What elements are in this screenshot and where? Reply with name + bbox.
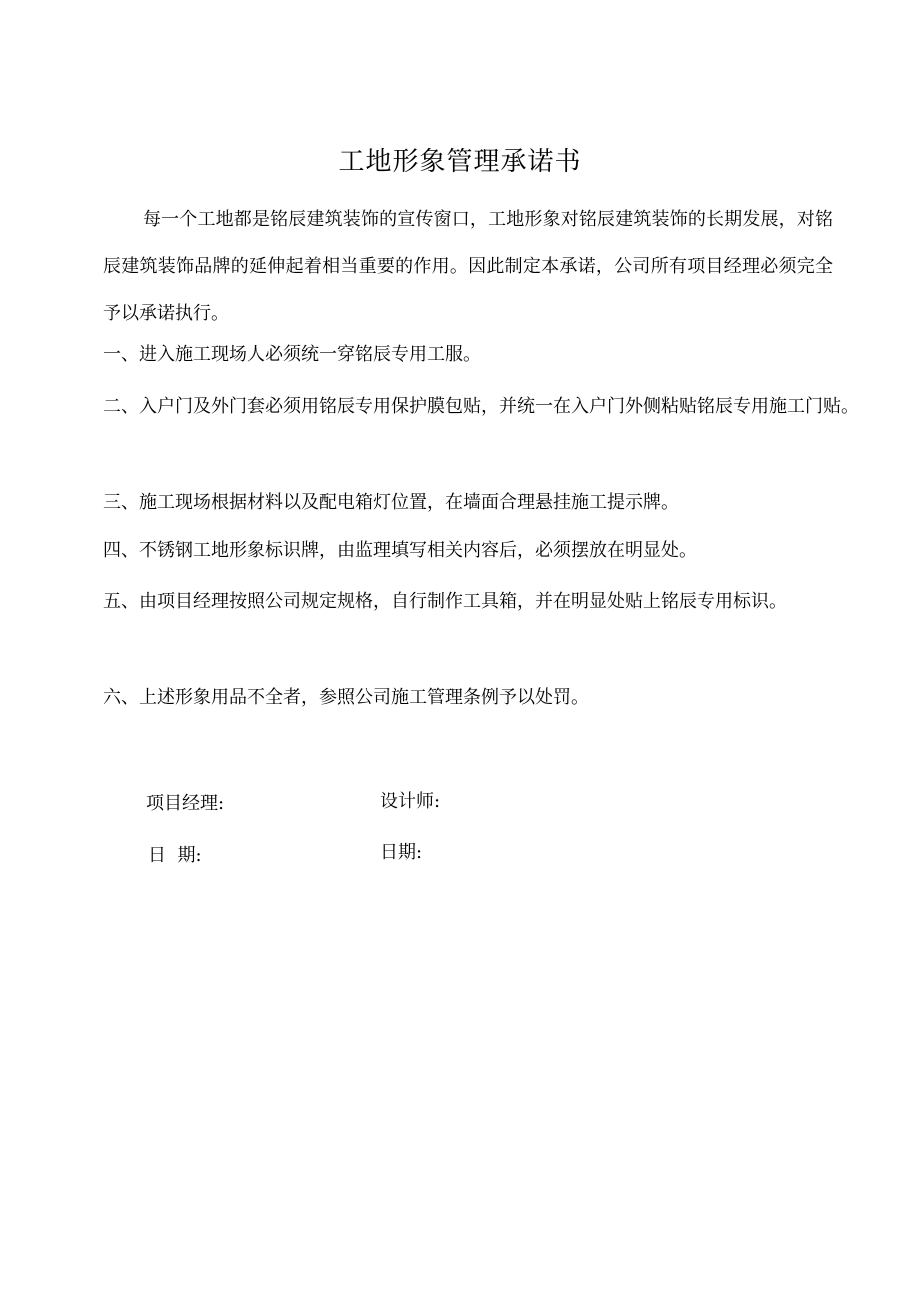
clause-5 [103, 578, 865, 625]
intro-paragraph: 每一个工地都是铭辰建筑装饰的宣传窗口，工地形象对铭辰建筑装饰的长期发展，对铭辰建筑装饰品牌的延伸起着相当重要的作用。因此制定本承诺，公司所有项目经理必须完全予以承诺执行。 [103, 209, 833, 324]
clause-number: 二、 [103, 396, 139, 417]
clause-number: 三、 [103, 492, 139, 513]
clause-text: 不锈钢工地形象标识牌，由监理填写相关内容后，必须摆放在明显处。 [139, 540, 697, 561]
clause-number: 四、 [103, 540, 139, 561]
clause-text: 由项目经理按照公司规定规格，自行制作工具箱，并在明显处贴上铭辰专用标识。 [139, 591, 787, 612]
clause-text: 上述形象用品不全者，参照公司施工管理条例予以处罚。 [139, 687, 589, 708]
clause-number: 一、 [103, 344, 139, 365]
designer-label: 设计师: [380, 791, 441, 812]
clause-4 [103, 527, 833, 574]
designer-date-label: 日期: [380, 842, 423, 863]
clause-text: 施工现场根据材料以及配电箱灯位置，在墙面合理悬挂施工提示牌。 [139, 492, 679, 513]
clause-text: 入户门及外门套必须用铭辰专用保护膜包贴，并统一在入户门外侧粘贴铭辰专用施工门贴。 [139, 396, 859, 417]
clause-6 [103, 674, 833, 721]
clause-number: 五、 [103, 591, 139, 612]
project-manager-label: 项目经理: [146, 793, 225, 814]
clause-1 [103, 331, 833, 378]
clause-3 [103, 479, 833, 526]
clause-2 [103, 383, 865, 430]
clause-text: 进入施工现场人必须统一穿铭辰专用工服。 [139, 344, 481, 365]
manager-date-label: 日 期: [148, 845, 202, 866]
document-title: 工地形象管理承诺书 [338, 147, 582, 177]
clause-number: 六、 [103, 687, 139, 708]
